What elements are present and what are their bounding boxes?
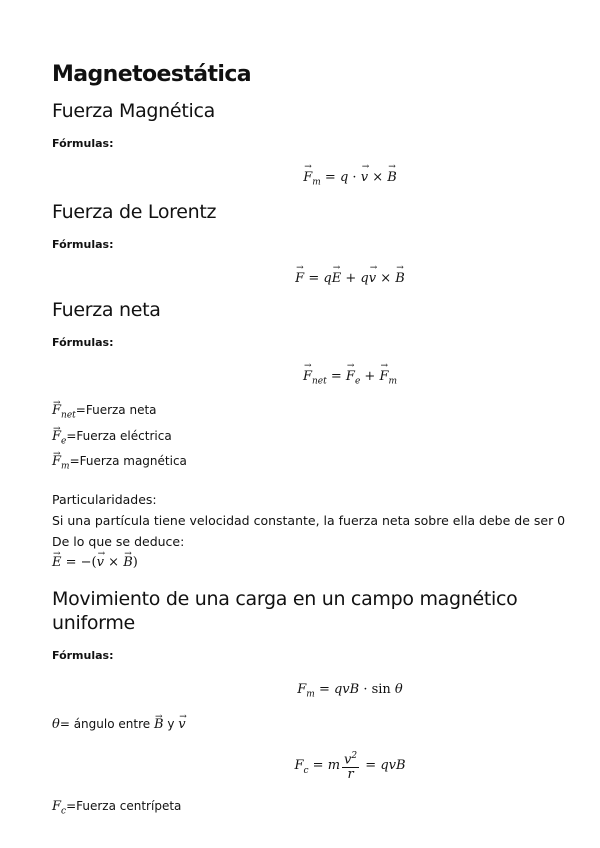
section-heading-fuerza-neta: Fuerza neta [52,298,161,321]
deduction-label: De lo que se deduce: [52,533,185,549]
symbol-f-c: $F_c$ [52,798,67,817]
formula-electric-field: → E = −(→ v × → B) [52,552,552,573]
particularities-text: Si una partícula tiene velocidad constante, la fuerza neta sobre ella debe de ser 0 [52,512,566,528]
formula-net-force: → $F_{net}$ = → $F_e$ + → $F_m$ [52,369,552,387]
formula-magnetic-force-magnitude: $F_m$ = qvB · sin θ [297,681,403,700]
formula-magnetic-force: → $F_m = q$ · → v × → B [52,170,552,188]
formula-centripetal-force: $F_c = m$ $\frac{v^2}{r}$ = qvB [294,750,406,782]
formulas-label: Fórmulas: [52,137,114,150]
page-title: Magnetoestática [52,62,252,87]
section-heading-fuerza-magnetica: Fuerza Magnética [52,100,215,122]
symbol-theta: θ [52,716,60,732]
particularities-label: Particularidades: [52,491,157,507]
particularities-block [52,489,566,573]
formulas-label: Fórmulas: [52,237,114,251]
symbol-f-e: → $F_e$ [52,429,66,444]
symbol-f-net: → $F_{net}$ [52,403,76,418]
definition-theta: θ= ángulo entre → B y → v [52,714,552,735]
section-heading-lorentz: Fuerza de Lorentz [52,200,217,223]
definition-electric-force: → $F_e=Fuerza$ eléctrica [52,426,552,452]
formulas-label: Fórmulas: [52,335,114,349]
formulas-label: Fórmulas: [52,648,114,662]
definition-centripetal-force: $F_c=Fuerza$ centrípeta [52,798,182,817]
symbol-f-m: → $F_m$ [52,454,70,469]
document-page [52,62,566,821]
definitions-list [52,400,552,477]
definition-magnetic-force: → $F_m=Fuerza$ magnética [52,451,552,477]
section-heading-movimiento: Movimiento de una carga en un campo magnético uniforme [52,587,518,634]
definition-net-force: → $F_{net}=Fuerza$ neta [52,400,552,426]
formula-lorentz-force: → F = q→ E + q→ v × → B [52,271,552,286]
